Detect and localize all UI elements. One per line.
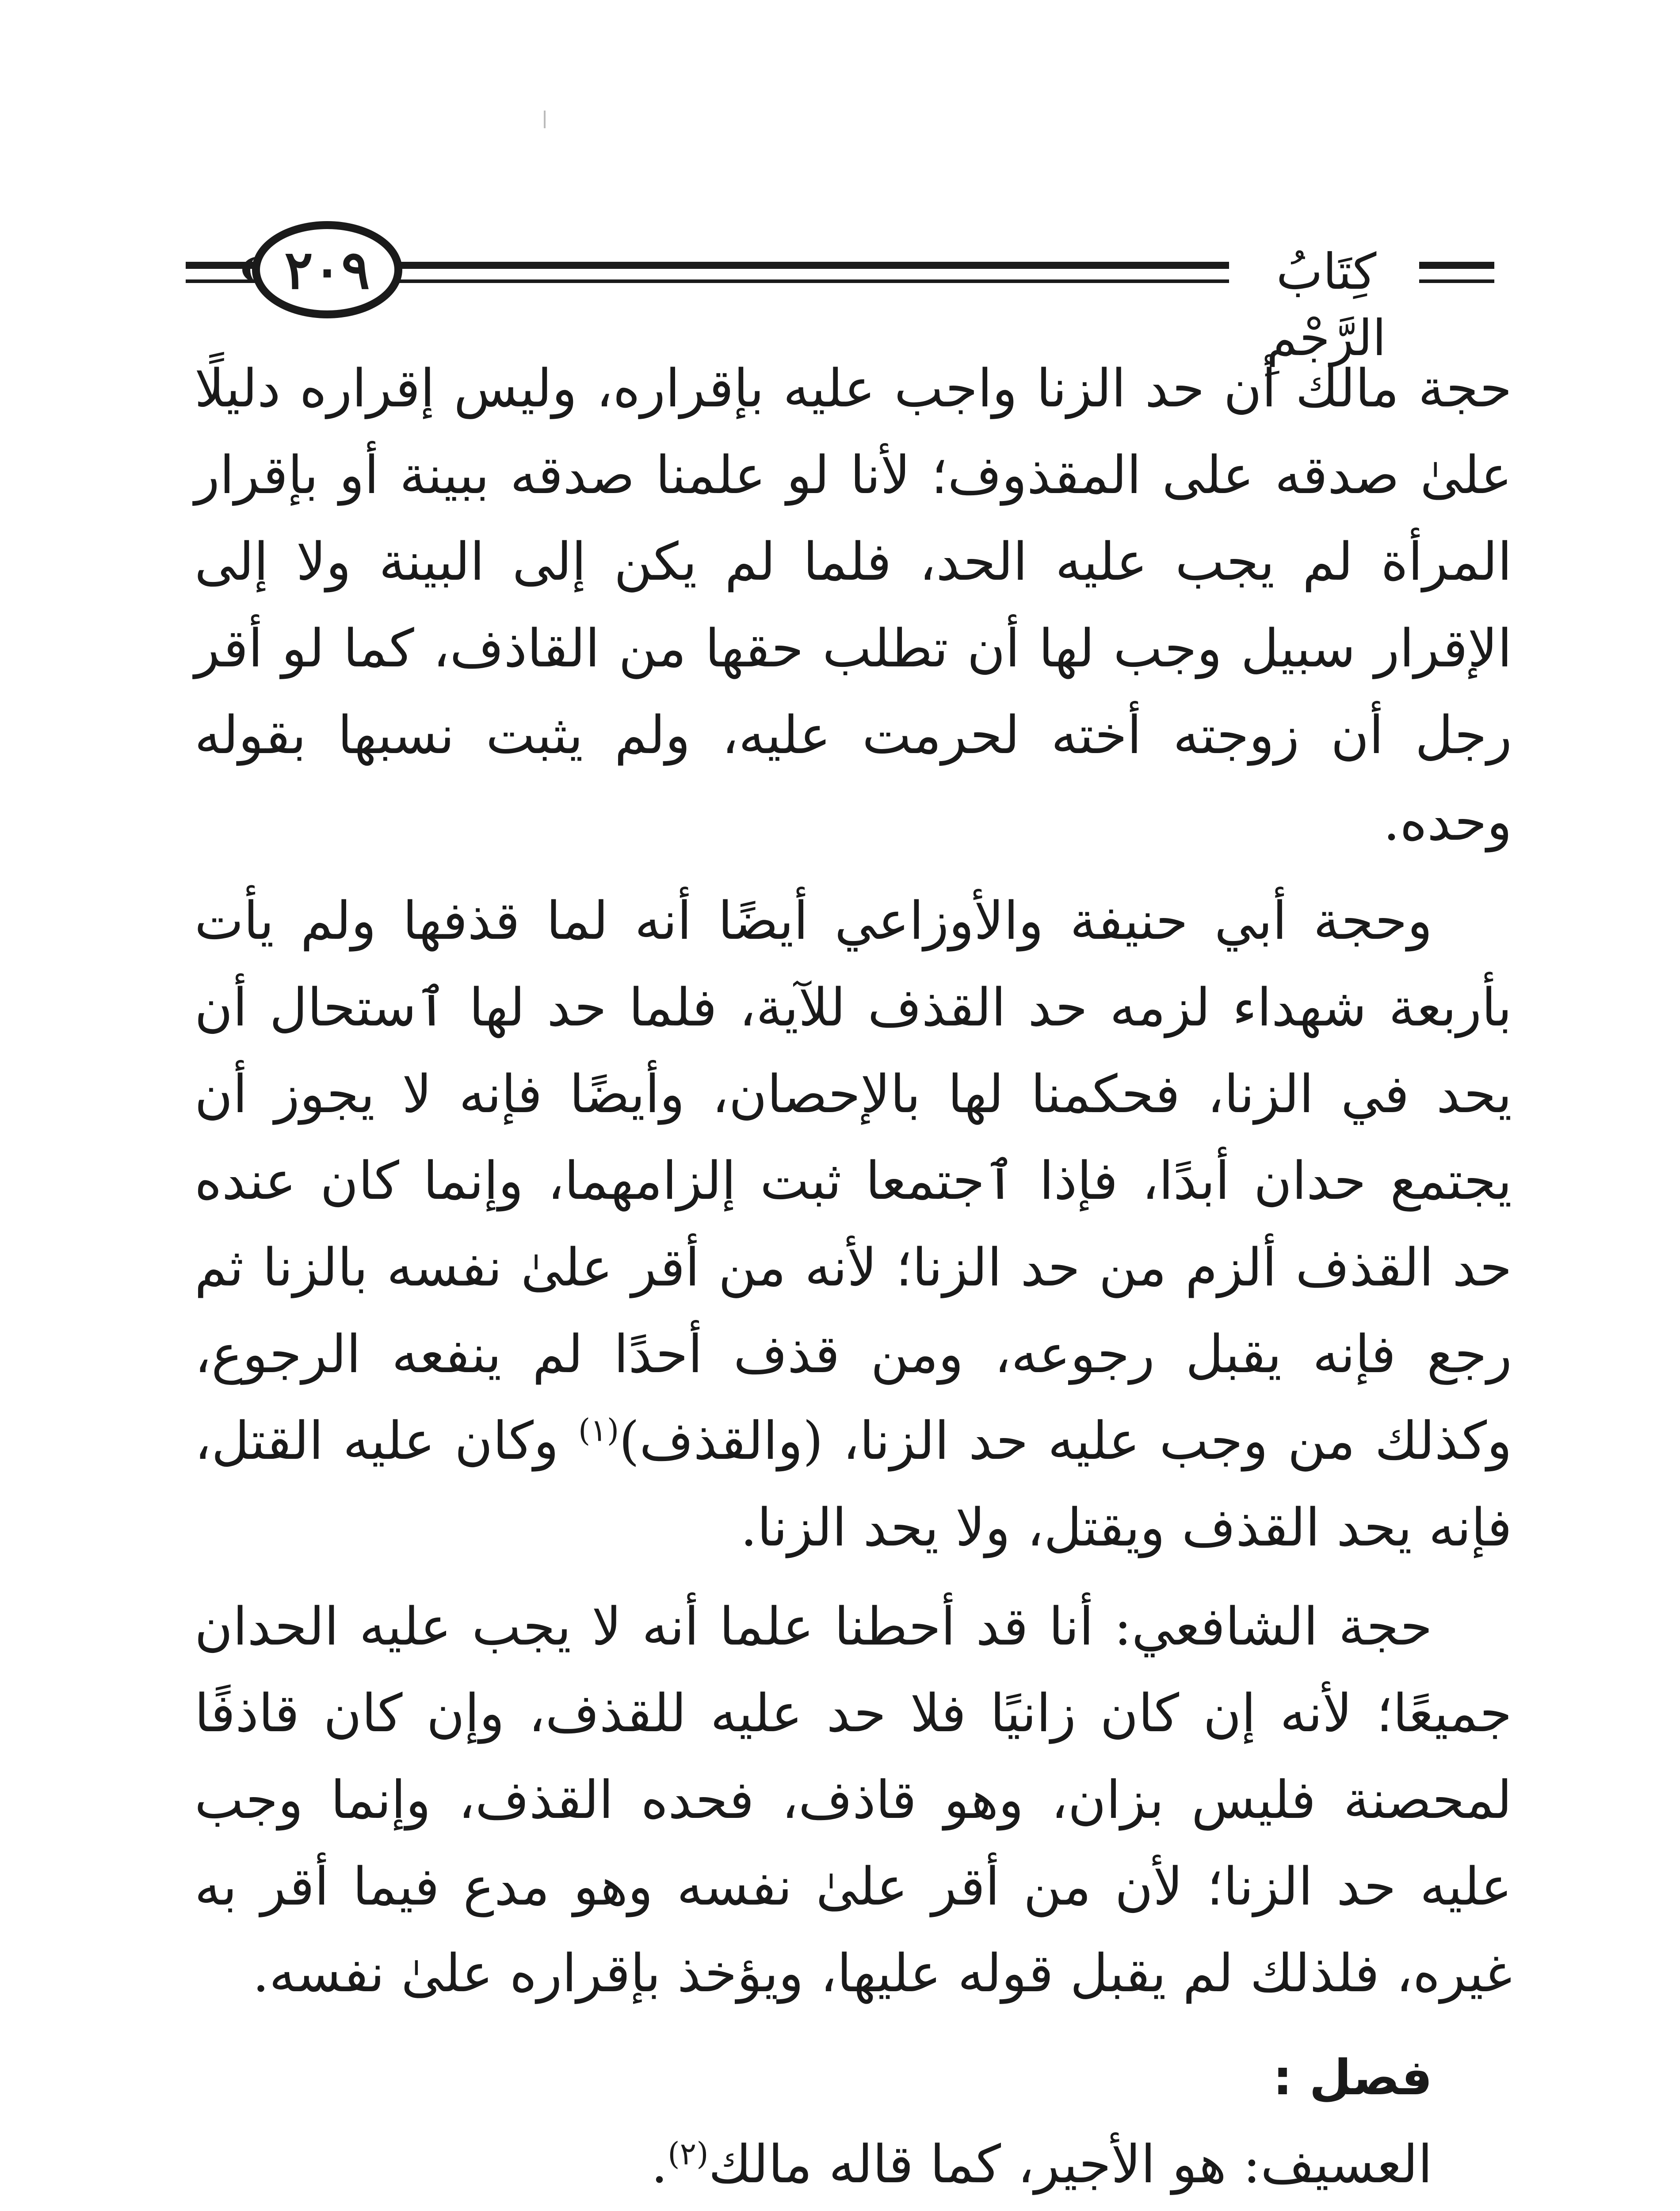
paragraph-text: وحجة أبي حنيفة والأوزاعي أيضًا أنه لما قذفها ولم يأت بأربعة شهداء لزمه حد القذف للآية، فلما حد لها ٱستحال أن يحد في الزنا، فحكمنا لها بالإحصان، وأيضًا فإنه لا يجوز أن يجتمع حدان أبدًا، فإذا ٱجتمعا ثبت إلزامهما، وإنما كان عنده حد القذف ألزم من حد الزنا؛ لأنه من أقر علىٰ نفسه بالزنا ثم رجع فإنه يقبل رجوعه، ومن قذف أحدًا لم ينفعه الرجوع، وكذلك من وجب عليه حد الزنا، (والقذف) xyxy=(195,890,1512,1471)
running-title: كِتَابُ الرَّجْمِ xyxy=(1238,239,1415,305)
paragraph xyxy=(195,877,1512,1571)
page-number: ٢٠٩ xyxy=(284,238,370,301)
scan-mark xyxy=(544,111,546,128)
footnote-ref[interactable]: (٢) xyxy=(668,2135,709,2172)
section-heading: فصل : xyxy=(1273,2049,1432,2106)
paragraph-text: حجة الشافعي: أنا قد أحطنا علما أنه لا يجب عليه الحدان جميعًا؛ لأنه إن كان زانيًا فلا حد عليه للقذف، وإن كان قاذفًا لمحصنة فليس بزان، وهو قاذف، فحده القذف، وإنما وجب عليه حد الزنا؛ لأن من أقر علىٰ نفسه وهو مدع فيما أقر به غيره، فلذلك لم يقبل قوله عليها، ويؤخذ بإقراره علىٰ نفسه. xyxy=(195,1596,1512,2004)
header-rule xyxy=(186,279,256,283)
paragraph-text: . xyxy=(651,2134,668,2195)
paragraph xyxy=(195,345,1512,865)
page-number-badge xyxy=(252,221,402,318)
paragraph-text: العسيف: هو الأجير، كما قاله مالك xyxy=(708,2134,1432,2195)
header-rule xyxy=(1419,262,1494,269)
footnote-ref[interactable]: (١) xyxy=(578,1412,619,1449)
paragraph xyxy=(195,2121,1512,2207)
header-rule xyxy=(1419,279,1494,283)
header-rule xyxy=(256,262,1229,269)
page-header xyxy=(186,221,1494,367)
paragraph-text: وكان عليه القتل، فإنه يحد القذف ويقتل، ولا يحد الزنا. xyxy=(195,1410,1512,1558)
paragraph-text: حجة مالك أن حد الزنا واجب عليه بإقراره، وليس إقراره دليلًا علىٰ صدقه على المقذوف؛ لأنا لو علمنا صدقه ببينة أو بإقرار المرأة لم يجب عليه الحد، فلما لم يكن إلى البينة ولا إلى الإقرار سبيل وجب لها أن تطلب حقها من القاذف، كما لو أقر رجل أن زوجته أخته لحرمت عليه، ولم يثبت نسبها بقوله وحده. xyxy=(195,358,1512,852)
header-rule xyxy=(256,279,1229,283)
main-text xyxy=(195,345,1512,2207)
paragraph xyxy=(195,1583,1512,2016)
